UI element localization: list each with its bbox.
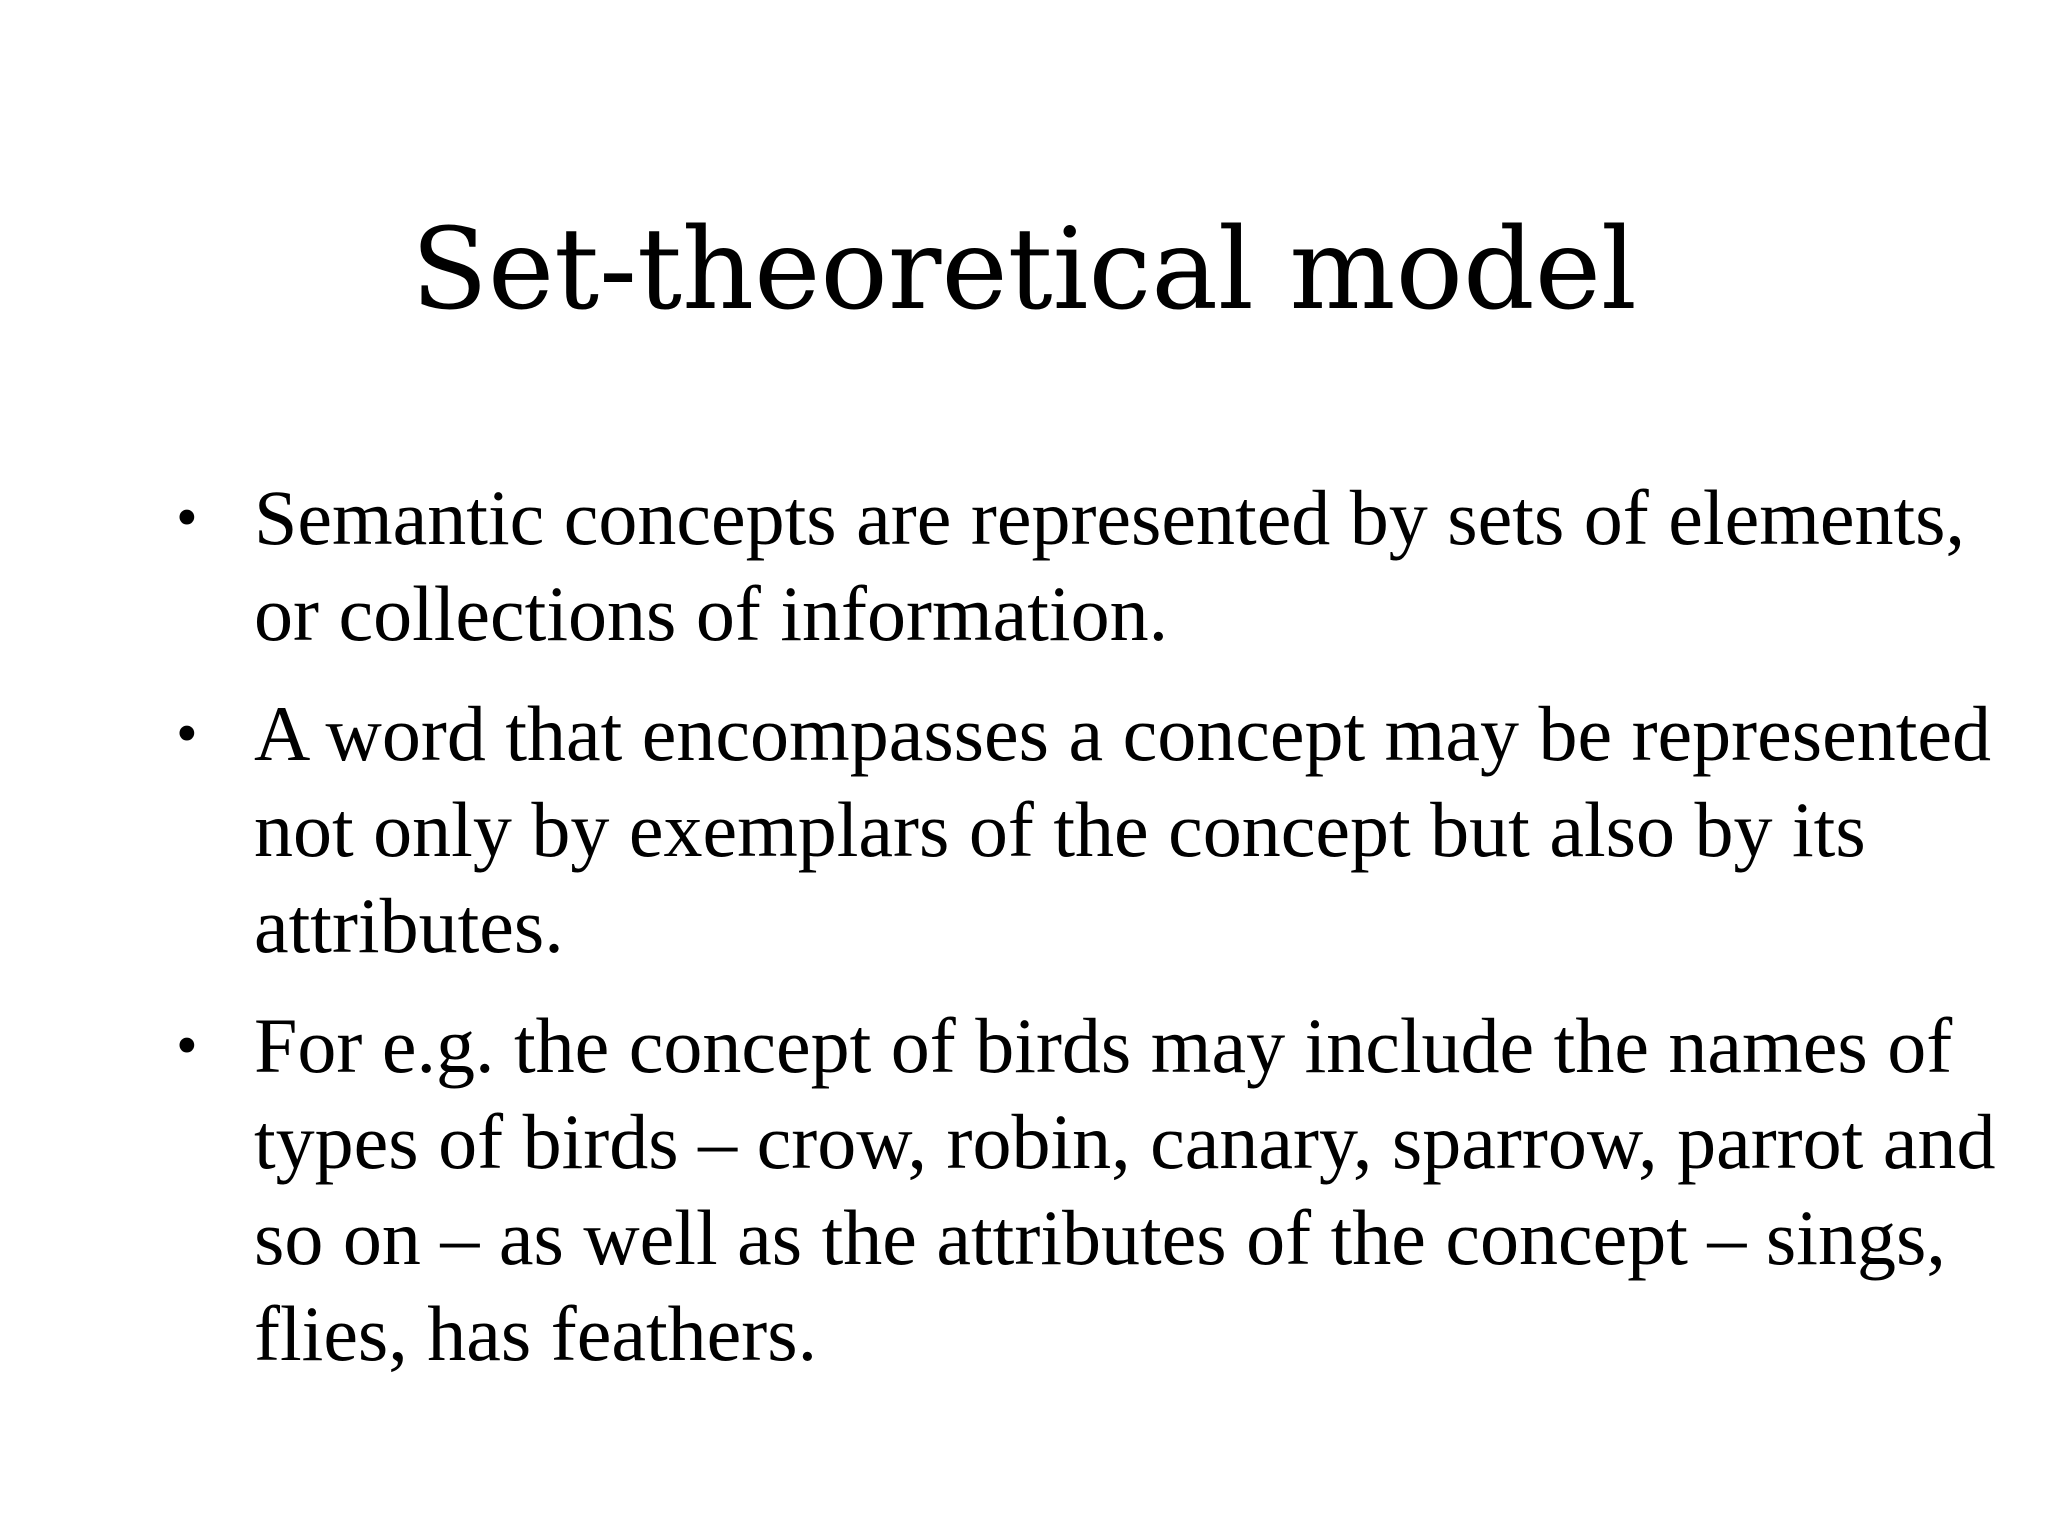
bullet-item (168, 998, 2008, 1382)
bullet-list (168, 470, 2008, 1406)
bullet-item (168, 686, 2008, 974)
slide-title: Set-theoretical model (411, 205, 1637, 335)
bullet-mark: • (176, 700, 198, 768)
bullet-text: Semantic concepts are represented by sets of elements, or collections of information. (254, 474, 1966, 657)
bullet-text: For e.g. the concept of birds may include the names of types of birds – crow, robin, canary, sparrow, parrot and so on – as well as the attributes of the concept – sings, flies, has feathers. (254, 1002, 1996, 1377)
bullet-mark: • (176, 484, 198, 552)
bullet-text: A word that encompasses a concept may be represented not only by exemplars of the concept but also by its attributes. (254, 690, 1992, 969)
bullet-mark: • (176, 1012, 198, 1080)
bullet-item (168, 470, 2008, 662)
